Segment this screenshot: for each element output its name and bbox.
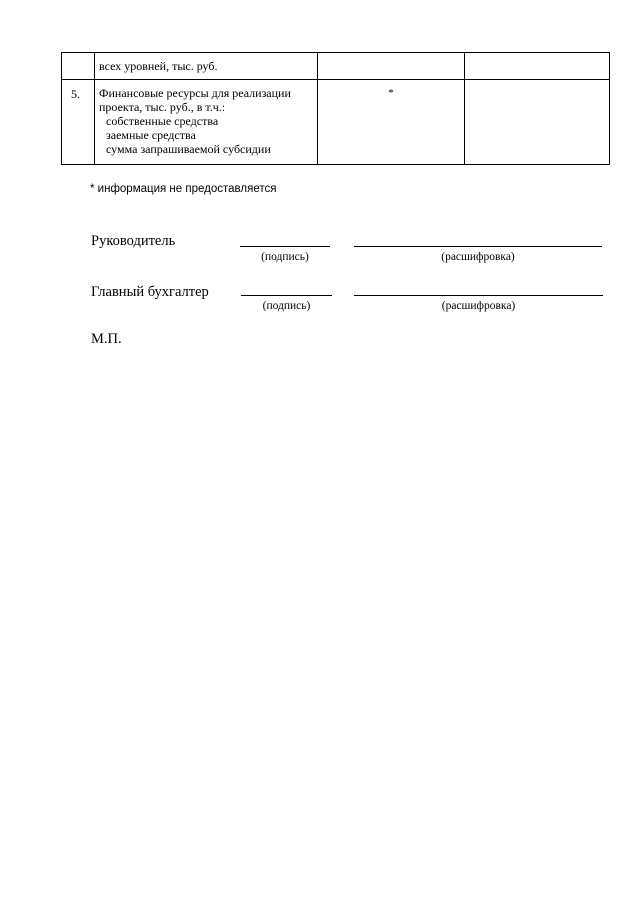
row-value-cell — [318, 80, 465, 165]
row-title-line2: проекта, тыс. руб., в т.ч.: — [99, 100, 226, 114]
row-number: 5. — [71, 87, 80, 101]
row-number — [62, 53, 94, 60]
accountant-signature-caption: (подпись) — [262, 300, 311, 312]
row-value — [318, 53, 464, 59]
table-row — [62, 80, 610, 165]
row-number-cell — [62, 53, 95, 80]
head-signature-caption: (подпись) — [261, 251, 309, 263]
footnote: * информация не предоставляется — [90, 183, 277, 195]
row-sub-subsidy-amount: сумма запрашиваемой субсидии — [106, 142, 271, 156]
accountant-transcript-line — [354, 295, 603, 296]
row-value: * — [388, 87, 394, 99]
accountant-signature-line — [241, 295, 332, 296]
financial-table — [61, 52, 610, 165]
accountant-label: Главный бухгалтер — [91, 284, 209, 300]
row-value-cell — [318, 53, 465, 80]
head-signature-line — [240, 246, 330, 247]
head-transcript-caption: (расшифровка) — [441, 251, 515, 263]
row-extra — [465, 80, 609, 86]
row-extra — [465, 53, 609, 59]
accountant-transcript-caption: (расшифровка) — [441, 300, 516, 312]
row-number-cell — [62, 80, 95, 165]
row-title-line1: Финансовые ресурсы для реализации — [99, 86, 291, 100]
row-text-cell — [95, 80, 318, 165]
row-text-cell — [95, 53, 318, 80]
row-text: всех уровней, тыс. руб. — [99, 59, 218, 73]
row-extra-cell — [465, 80, 610, 165]
row-text — [95, 80, 317, 156]
head-label: Руководитель — [91, 233, 176, 249]
head-transcript-line — [354, 246, 602, 247]
table-row — [62, 53, 610, 80]
row-sub-own-funds: собственные средства — [106, 114, 219, 128]
stamp-place-label: М.П. — [91, 331, 122, 347]
row-sub-borrowed-funds: заемные средства — [106, 128, 196, 142]
row-extra-cell — [465, 53, 610, 80]
